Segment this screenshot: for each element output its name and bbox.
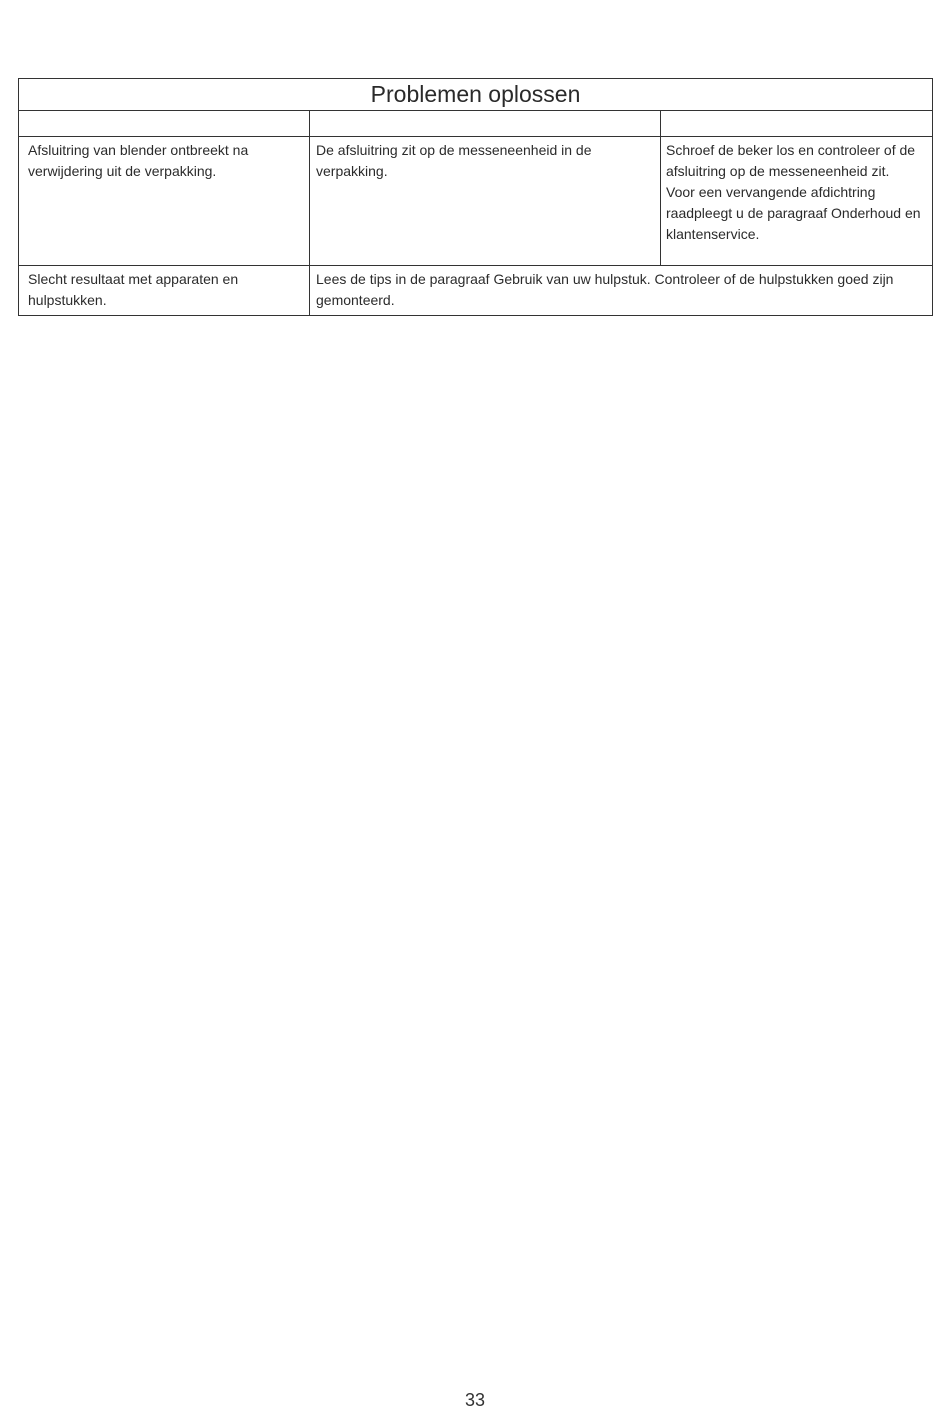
table-row (19, 137, 933, 266)
solution-cell: Lees de tips in de paragraaf Gebruik van uw hulpstuk. Controleer of de hulpstukken goed zijn gemonteerd. (310, 266, 933, 316)
cause-cell: De afsluitring zit op de messeneenheid in de verpakking. (310, 137, 661, 266)
header-cell-problem (19, 111, 310, 137)
problem-cell: Afsluitring van blender ontbreekt na verwijdering uit de verpakking. (19, 137, 310, 266)
solution-cell (661, 137, 933, 266)
table-row (19, 266, 933, 316)
solution-line: Schroef de beker los en controleer of de afsluitring op de messeneenheid zit. (666, 142, 916, 179)
problem-cell: Slecht resultaat met apparaten en hulpstukken. (19, 266, 310, 316)
table-title-row (19, 79, 933, 111)
table-header-row (19, 111, 933, 137)
section-title: Problemen oplossen (19, 79, 933, 111)
solution-line: Voor een vervangende afdichtring raadpleegt u de paragraaf Onderhoud en klantenservice. (666, 184, 921, 242)
header-cell-cause (310, 111, 661, 137)
page-number: 33 (464, 1390, 486, 1410)
header-cell-solution (661, 111, 933, 137)
troubleshooting-table (18, 78, 933, 316)
